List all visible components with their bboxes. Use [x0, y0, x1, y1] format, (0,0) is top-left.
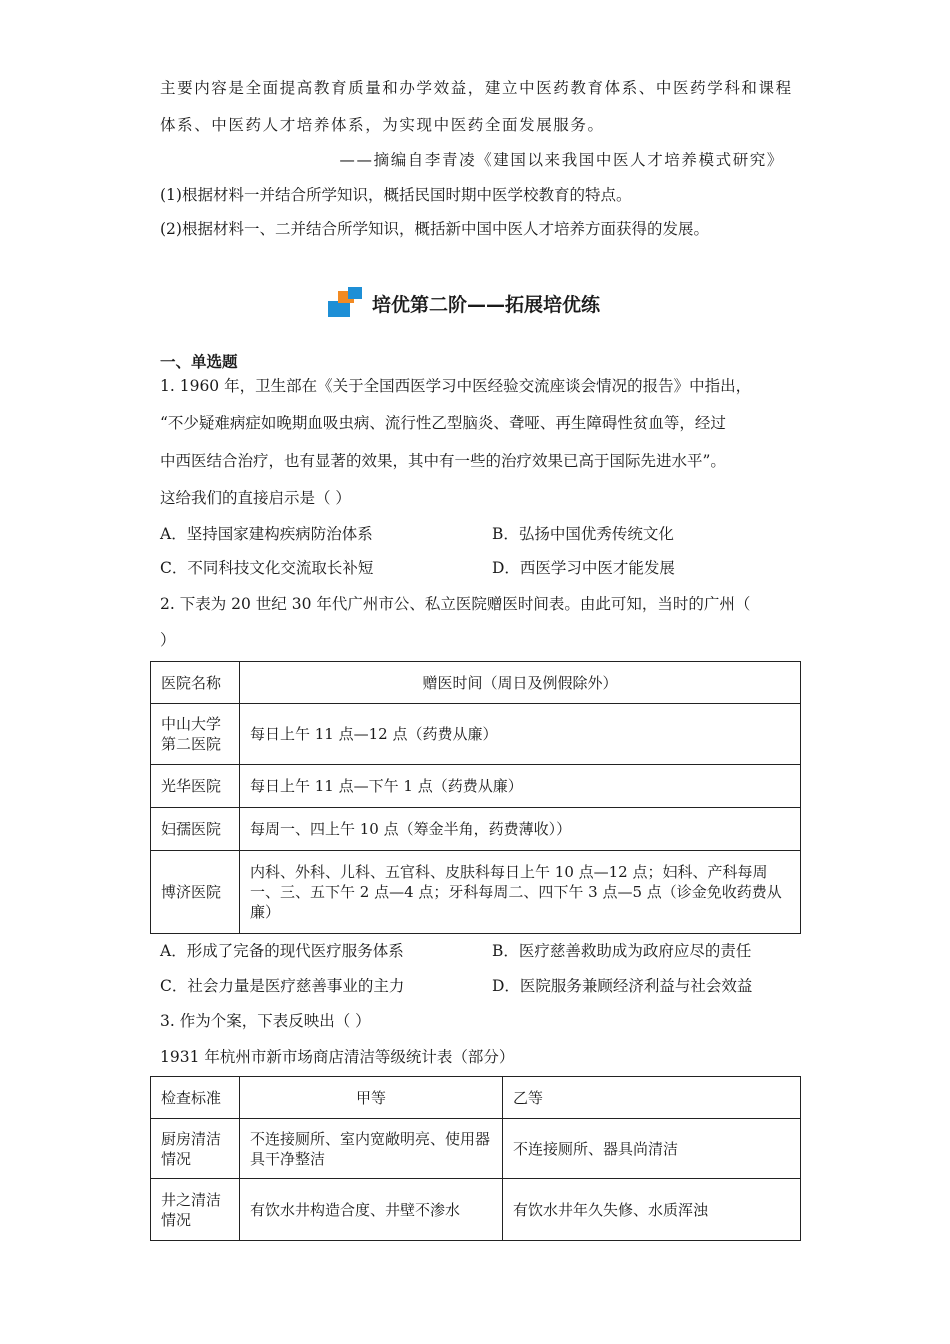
q1-line-3: 中西医结合治疗，也有显著的效果，其中有一些的治疗效果已高于国际先进水平”。: [160, 452, 726, 470]
hospital-time: 内科、外科、儿科、五官科、皮肤科每日上午 10 点—12 点；妇科、产科每周一、三、五下午 2 点—4 点；牙科每周二、四下午 3 点—5 点（诊金免收药费从廉）: [240, 851, 801, 934]
standard-cell: 厨房清洁情况: [151, 1119, 240, 1179]
q1-option-a[interactable]: A．坚持国家建构疾病防治体系: [160, 525, 373, 543]
section-logo-icon: [328, 287, 364, 319]
q1-option-d[interactable]: D．西医学习中医才能发展: [492, 559, 675, 577]
standard-cell: 井之清洁情况: [151, 1179, 240, 1241]
hospital-name: 光华医院: [151, 765, 240, 808]
section-title: 培优第二阶——拓展培优练: [372, 293, 601, 316]
hospital-time: 每日上午 11 点—12 点（药费从廉）: [240, 704, 801, 765]
section-header: [328, 286, 600, 320]
table-row: [151, 808, 801, 851]
q2-option-d[interactable]: D．医院服务兼顾经济利益与社会效益: [492, 977, 753, 995]
table-header-cell: 甲等: [240, 1077, 503, 1119]
table-header-row: [151, 1077, 801, 1119]
q2-option-c[interactable]: C．社会力量是医疗慈善事业的主力: [160, 977, 405, 995]
q2-option-b[interactable]: B．医疗慈善救助成为政府应尽的责任: [492, 942, 752, 960]
grade-a-cell: 有饮水井构造合度、井壁不渗水: [240, 1179, 503, 1241]
table-row: [151, 1179, 801, 1241]
material-source: ——摘编自李青凌《建国以来我国中医人才培养模式研究》: [339, 151, 784, 169]
hospital-name: 妇孺医院: [151, 808, 240, 851]
grade-b-cell: 有饮水井年久失修、水质浑浊: [503, 1179, 801, 1241]
q3-table-caption: 1931 年杭州市新市场商店清洁等级统计表（部分）: [160, 1048, 515, 1066]
grade-b-cell: 不连接厕所、器具尚清洁: [503, 1119, 801, 1179]
table-row: [151, 704, 801, 765]
q1-line-4: 这给我们的直接启示是（ ）: [160, 489, 351, 507]
hospital-name: 中山大学第二医院: [151, 704, 240, 765]
table-header-cell: 医院名称: [151, 662, 240, 704]
hospital-time: 每日上午 11 点—下午 1 点（药费从廉）: [240, 765, 801, 808]
cleanliness-table: [150, 1076, 801, 1241]
hospital-table: [150, 661, 801, 934]
table-header-cell: 乙等: [503, 1077, 801, 1119]
q3-line-1: 3. 作为个案，下表反映出（ ）: [160, 1012, 371, 1030]
question-1-prompt: (1)根据材料一并结合所学知识，概括民国时期中医学校教育的特点。: [160, 186, 632, 204]
q1-option-b[interactable]: B．弘扬中国优秀传统文化: [492, 525, 674, 543]
table-row: [151, 765, 801, 808]
grade-a-cell: 不连接厕所、室内宽敞明亮、使用器具干净整洁: [240, 1119, 503, 1179]
q2-line-2: ）: [160, 631, 176, 649]
hospital-time: 每周一、四上午 10 点（筹金半角，药费薄收））: [240, 808, 801, 851]
material-line-2: 体系、中医药人才培养体系，为实现中医药全面发展服务。: [160, 116, 605, 134]
table-header-cell: 赠医时间（周日及例假除外）: [240, 662, 801, 704]
question-2-prompt: (2)根据材料一、二并结合所学知识，概括新中国中医人才培养方面获得的发展。: [160, 220, 709, 238]
material-line-1: 主要内容是全面提高教育质量和办学效益，建立中医药教育体系、中医药学科和课程: [160, 79, 793, 97]
table-header-cell: 检查标准: [151, 1077, 240, 1119]
table-row: [151, 851, 801, 934]
table-row: [151, 1119, 801, 1179]
q2-line-1: 2. 下表为 20 世纪 30 年代广州市公、私立医院赠医时间表。由此可知，当时的广州（: [160, 595, 751, 613]
q1-option-c[interactable]: C．不同科技文化交流取长补短: [160, 559, 374, 577]
hospital-name: 博济医院: [151, 851, 240, 934]
q1-line-2: “不少疑难病症如晚期血吸虫病、流行性乙型脑炎、聋哑、再生障碍性贫血等，经过: [160, 414, 726, 432]
q2-option-a[interactable]: A．形成了完备的现代医疗服务体系: [160, 942, 404, 960]
table-header-row: [151, 662, 801, 704]
single-choice-heading: 一、单选题: [160, 353, 238, 371]
q1-line-1: 1. 1960 年，卫生部在《关于全国西医学习中医经验交流座谈会情况的报告》中指出，: [160, 377, 752, 395]
